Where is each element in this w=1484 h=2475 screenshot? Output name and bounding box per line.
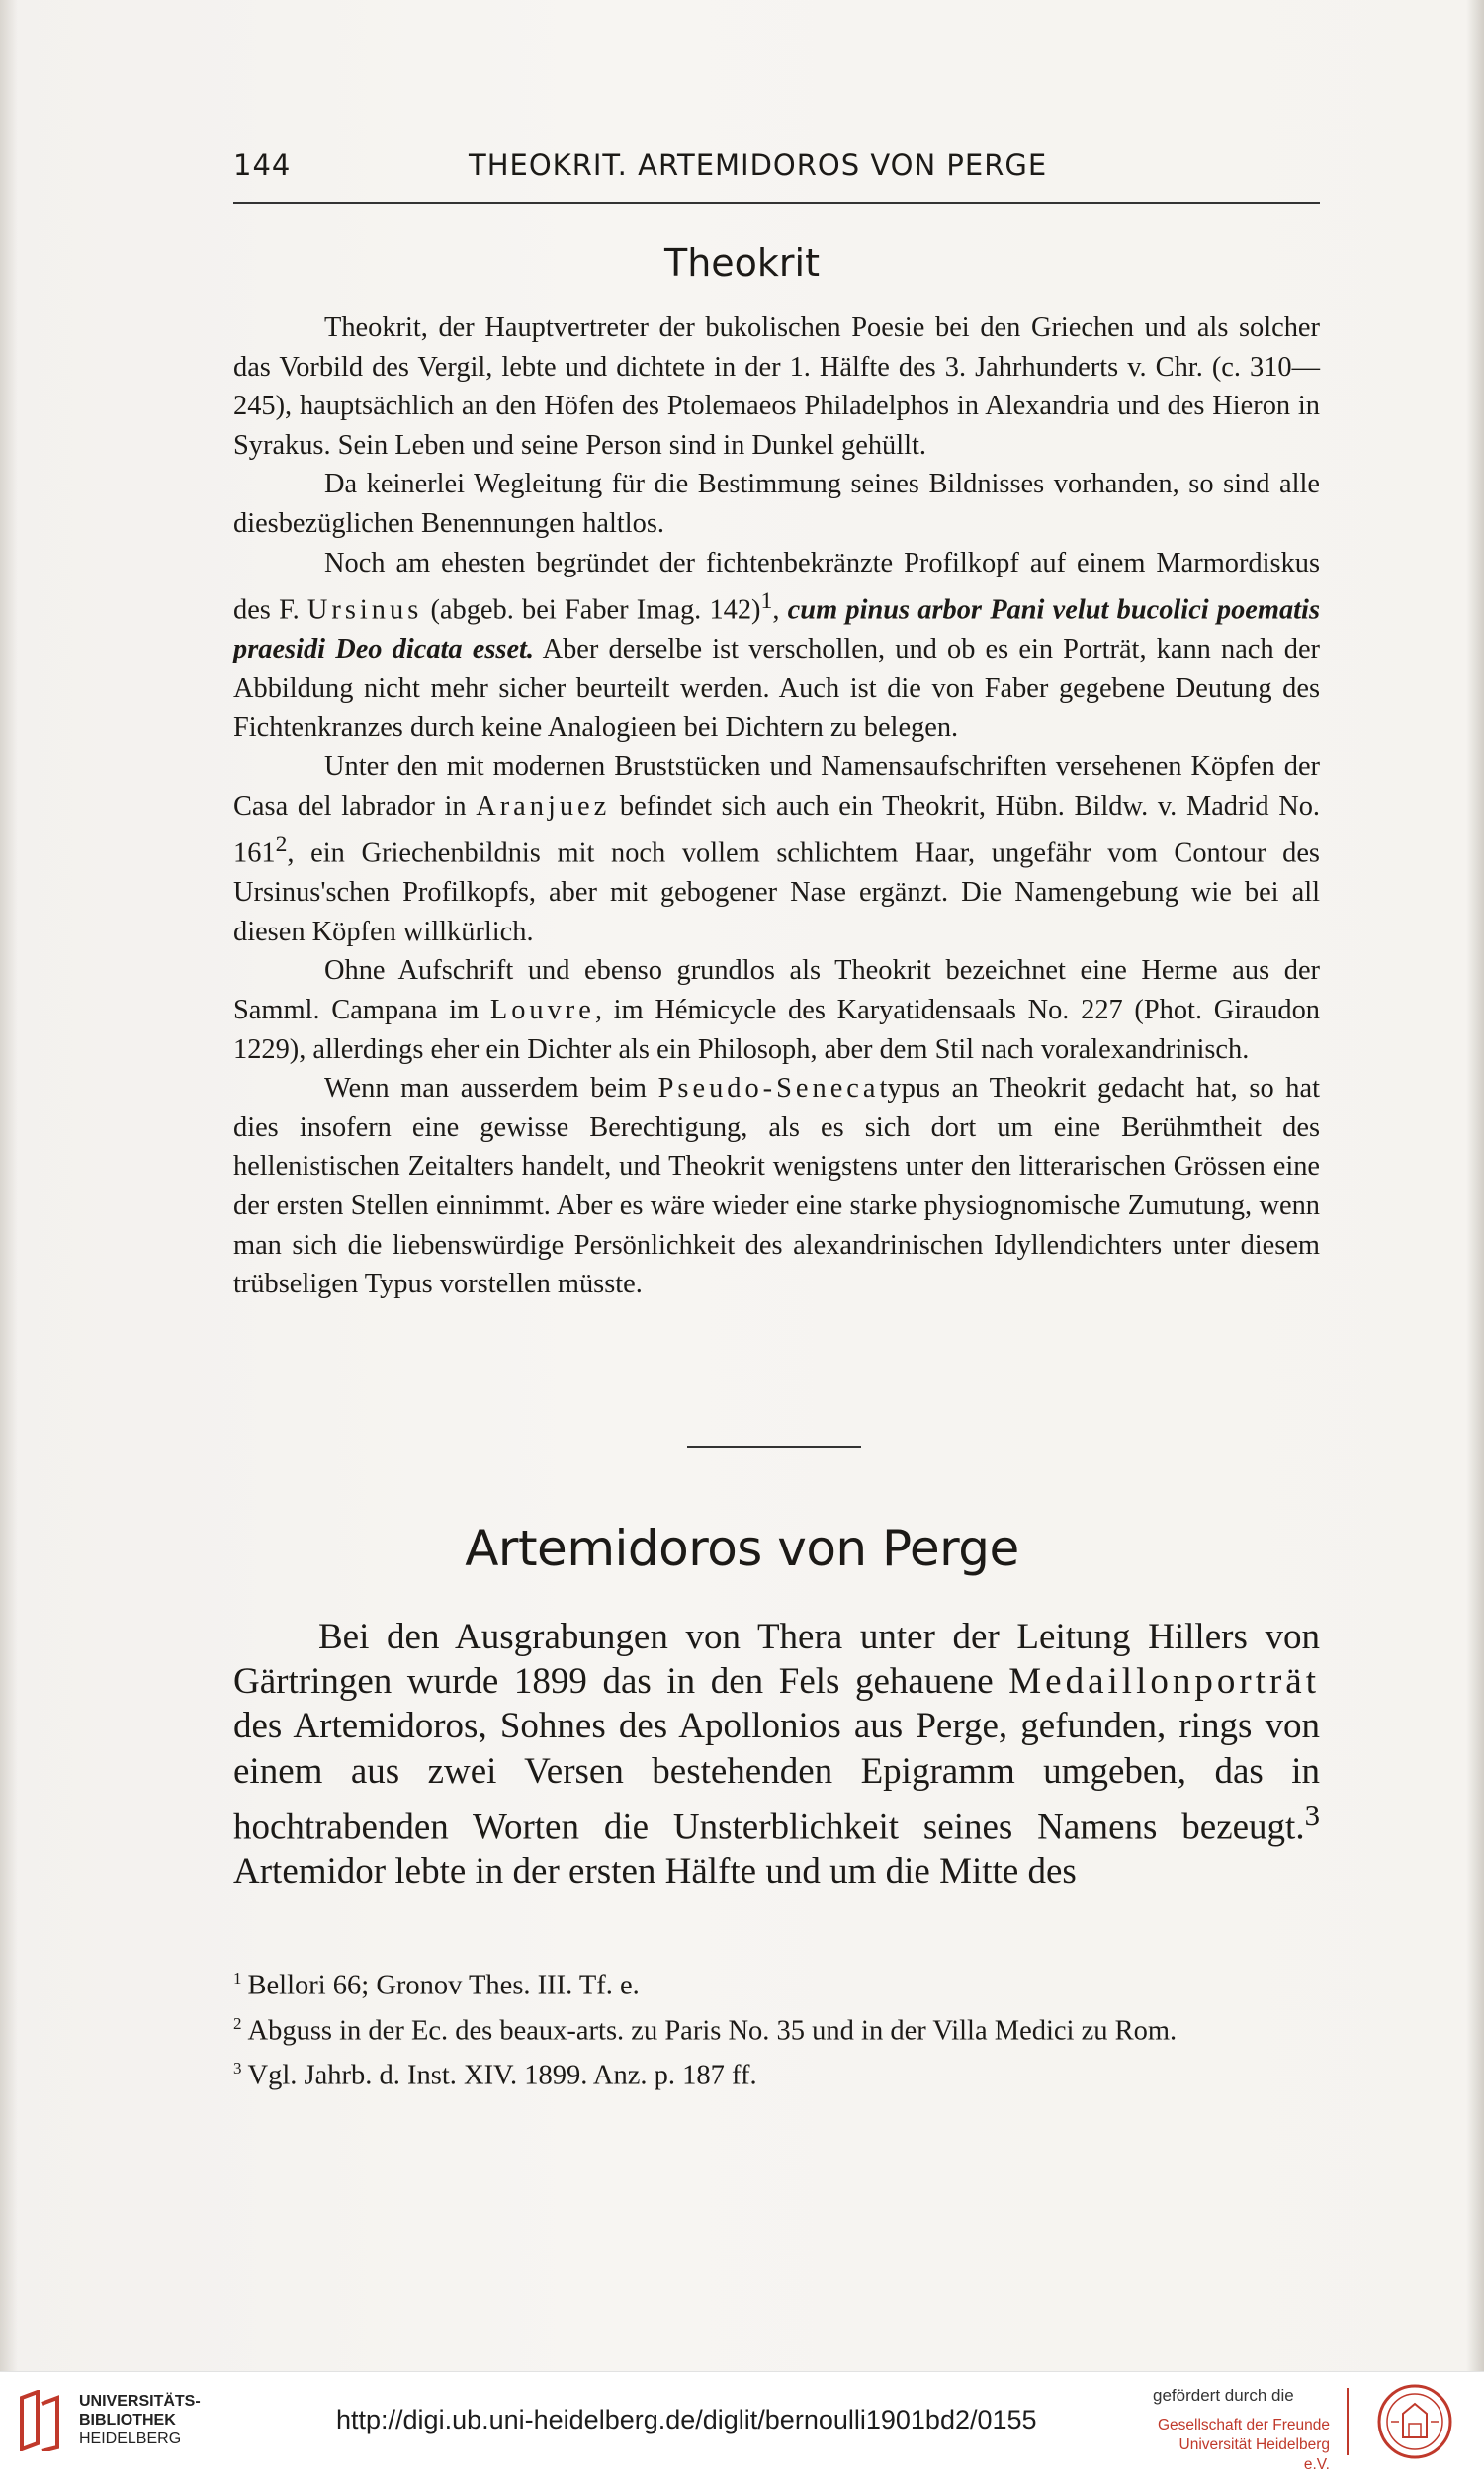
footnote-mark: 3 bbox=[233, 2059, 242, 2077]
page-edge-left bbox=[0, 0, 18, 2467]
sponsor-name bbox=[1155, 2416, 1330, 2475]
text-run: Wenn man ausserdem beim bbox=[324, 1073, 658, 1105]
text-run: typus an Theokrit gedacht hat, so hat dies insofern eine gewisse Berechtigung, als es sich dort um eine Berühmtheit des hellenistischen Zeitalters handelt, und Theokrit wenigstens unter den litterarischen Grössen eine der ersten Stellen einnimmt. Aber es wäre wieder eine starke physiognomische Zumutung, wenn man sich die liebenswürdige Persönlichkeit des alexandrinischen Idyllendichters unter diesem trübseligen Typus vorstellen müsste. bbox=[233, 1073, 1320, 1300]
library-name-line: UNIVERSITÄTS- bbox=[79, 2393, 201, 2410]
footnote-text: Vgl. Jahrb. d. Inst. XIV. 1899. Anz. p. 187 ff. bbox=[247, 2060, 757, 2091]
footnote-text: Bellori 66; Gronov Thes. III. Tf. e. bbox=[247, 1970, 640, 2001]
footnote bbox=[233, 2005, 1320, 2051]
header-rule bbox=[233, 202, 1320, 204]
spaced-place: Aranjuez bbox=[476, 790, 611, 822]
text-run: Ohne Aufschrift und ebenso grundlos als Theokrit bezeichnet eine Herme aus der Samml. Campana im bbox=[233, 955, 1320, 1026]
library-name-line: HEIDELBERG bbox=[79, 2431, 182, 2447]
text-run: Noch am ehesten begründet der fichtenbekränzte Profilkopf auf einem Marmordiskus des F. bbox=[233, 547, 1320, 626]
paragraph: Theokrit, der Hauptvertreter der bukolischen Poesie bei den Griechen und als solcher das Vorbild des Vergil, lebte und dichtete in der 1. Hälfte des 3. Jahrhunderts v. Chr. (c. 310—245), hauptsächlich an den Höfen des Ptolemaeos Philadelphos in Alexandria und des Hieron in Syrakus. Sein Leben und seine Person sind in Dunkel gehüllt. bbox=[233, 312, 1320, 461]
section-divider bbox=[687, 1446, 861, 1448]
university-seal-icon bbox=[1365, 2382, 1464, 2461]
paragraph bbox=[233, 1615, 1320, 1895]
footer-divider bbox=[1347, 2388, 1349, 2455]
text-run: , ein Griechenbildnis mit noch vollem schlichtem Haar, ungefähr vom Contour des Ursinus'schen Profilkopfs, aber mit gebogener Nase ergänzt. Die Namengebung wie bei all diesen Köpfen willkürlich. bbox=[233, 838, 1320, 947]
permalink-url[interactable]: http://digi.ub.uni-heidelberg.de/diglit/bernoulli1901bd2/0155 bbox=[336, 2405, 1037, 2434]
section-title-artemidoros: Artemidoros von Perge bbox=[465, 1520, 1019, 1577]
footnote-mark: 1 bbox=[233, 1969, 242, 1988]
page-number: 144 bbox=[233, 148, 292, 182]
running-title: THEOKRIT. ARTEMIDOROS VON PERGE bbox=[469, 148, 1048, 182]
text-run: Unter den mit modernen Bruststücken und Namensaufschriften versehenen Köpfen der Casa del labrador in bbox=[233, 751, 1320, 822]
footnote-ref: 2 bbox=[275, 832, 288, 858]
sponsor-name-line: Gesellschaft der Freunde bbox=[1157, 2417, 1330, 2433]
paragraph bbox=[233, 544, 1320, 748]
funded-by-label: gefördert durch die bbox=[1153, 2386, 1294, 2405]
footnote-text: Abguss in der Ec. des beaux-arts. zu Paris No. 35 und in der Villa Medici zu Rom. bbox=[247, 2015, 1178, 2046]
library-name-line: BIBLIOTHEK bbox=[79, 2412, 176, 2429]
paragraph bbox=[233, 1069, 1320, 1304]
library-logo-icon bbox=[16, 2390, 63, 2451]
spaced-place: Louvre bbox=[489, 995, 595, 1026]
paragraph bbox=[233, 748, 1320, 951]
footnote bbox=[233, 1960, 1320, 2005]
footnote-mark: 2 bbox=[233, 2013, 242, 2033]
footnotes bbox=[233, 1960, 1320, 2095]
footnote bbox=[233, 2050, 1320, 2095]
theokrit-body bbox=[233, 309, 1320, 1304]
page-edge-right bbox=[1466, 0, 1484, 2467]
footnote-ref: 3 bbox=[1304, 1798, 1320, 1832]
paragraph bbox=[233, 951, 1320, 1069]
library-name bbox=[79, 2392, 201, 2448]
sponsor-name-line: Universität Heidelberg e.V. bbox=[1178, 2436, 1330, 2473]
spaced-name: Pseudo-Seneca bbox=[657, 1073, 880, 1105]
running-header bbox=[233, 148, 1320, 198]
text-run: , bbox=[772, 594, 788, 626]
spaced-name: Ursinus bbox=[306, 594, 423, 626]
spaced-term: Medaillonporträt bbox=[1008, 1661, 1320, 1703]
text-run: des Artemidoros, Sohnes des Apollonios aus Perge, gefunden, rings von einem aus zwei Versen bestehenden Epigramm umgeben, das in hochtrabenden Worten die Unsterblichkeit seines Namens bezeugt. bbox=[233, 1706, 1320, 1848]
text-run: Aber derselbe ist verschollen, und ob es ein Porträt, kann nach der Abbildung nicht mehr sicher beurteilt werden. Auch ist die von Faber gegebene Deutung des Fichtenkranzes durch keine Analogieen bei Dichtern zu belegen. bbox=[233, 634, 1320, 744]
footnote-ref: 1 bbox=[760, 588, 773, 615]
text-run: , im Hémicycle des Karyatidensaals No. 227 (Phot. Giraudon 1229), allerdings eher ein Dichter als ein Philosoph, aber dem Stil nach voralexandrinisch. bbox=[233, 995, 1320, 1065]
latin-quote: cum pinus arbor Pani velut bucolici poematis praesidi Deo dicata esset. bbox=[233, 594, 1320, 665]
section-title-theokrit: Theokrit bbox=[663, 241, 820, 285]
paragraph: Da keinerlei Wegleitung für die Bestimmung seines Bildnisses vorhanden, so sind alle diesbezüglichen Benennungen haltlos. bbox=[233, 469, 1320, 539]
text-run: Bei den Ausgrabungen von Thera unter der Leitung Hillers von Gärtringen wurde 1899 das in den Fels gehauene bbox=[233, 1617, 1320, 1703]
digitization-footer bbox=[0, 2371, 1484, 2473]
artemidoros-body bbox=[233, 1615, 1320, 1895]
text-run: Artemidor lebte in der ersten Hälfte und um die Mitte des bbox=[233, 1851, 1077, 1893]
text-run: befindet sich auch ein Theokrit, Hübn. Bildw. v. Madrid No. 161 bbox=[233, 790, 1320, 869]
text-run: (abgeb. bei Faber Imag. 142) bbox=[422, 594, 761, 626]
